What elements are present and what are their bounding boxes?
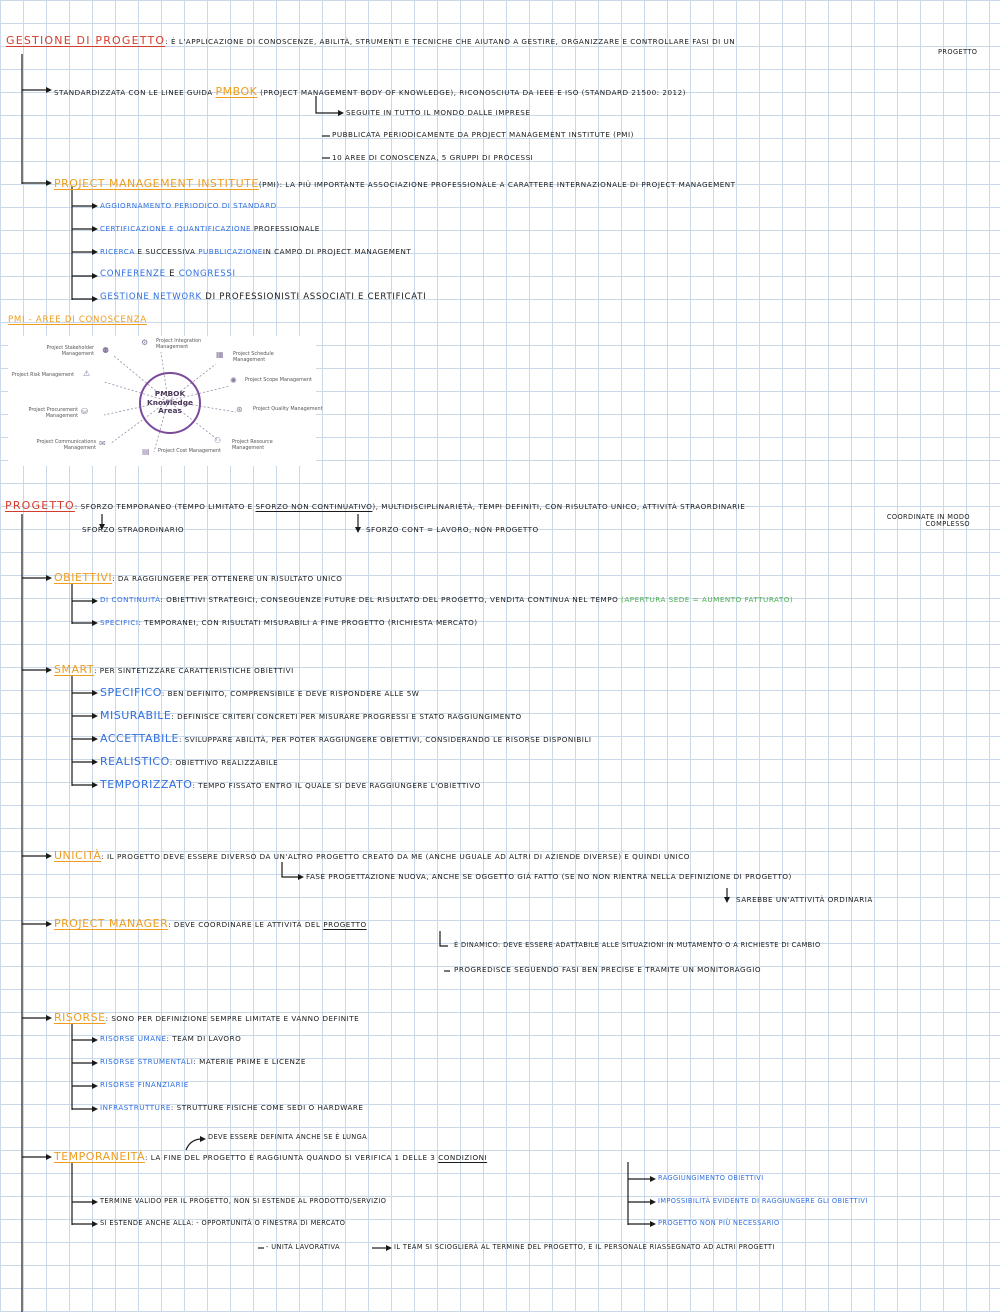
obiettivi-item-2: [100, 619, 478, 627]
area-quality: Project Quality Management: [253, 406, 323, 412]
pmi-item-3-b: E SUCCESSIVA: [137, 247, 196, 256]
temp-text: : LA FINE DEL PROGETTO È RAGGIUNTA QUANDO SI VERIFICA 1 DELLE 3: [145, 1153, 436, 1162]
pmi-item-1: [100, 202, 277, 210]
procurement-icon: ⛁: [81, 407, 88, 416]
pmbok-sub-3: 10 AREE DI CONOSCENZA, 5 GRUPPI DI PROCESSI: [332, 153, 534, 162]
smart-item-5-label: TEMPORIZZATO: [100, 778, 193, 791]
risorse-item-2-label: RISORSE STRUMENTALI: [100, 1057, 194, 1066]
temp-sub-1: TERMINE VALIDO PER IL PROGETTO, NON SI ESTENDE AL PRODOTTO/SERVIZIO: [100, 1197, 387, 1205]
integration-icon: ⚙: [141, 338, 149, 347]
area-procurement: Project Procurement Management: [28, 407, 78, 419]
aree-title-text: PMI - AREE DI CONOSCENZA: [8, 315, 147, 325]
communications-icon: ✉: [99, 439, 106, 448]
risorse-item-4: [100, 1104, 363, 1112]
risorse-text: : SONO PER DEFINIZIONE SEMPRE LIMITATE E VANNO DEFINITE: [105, 1014, 360, 1023]
risorse-item-1-text: : TEAM DI LAVORO: [166, 1034, 242, 1043]
temp-line: [54, 1151, 487, 1163]
gestione-definition: : È L'APPLICAZIONE DI CONOSCENZE, ABILITÀ, STRUMENTI E TECNICHE CHE AIUTANO A GESTIRE, ORGANIZZARE E CONTROLLARE FASI DI UN: [165, 37, 736, 46]
temp-cond-1: RAGGIUNGIMENTO OBIETTIVI: [658, 1174, 764, 1182]
temp-cond-3: PROGETTO NON PIÙ NECESSARIO: [658, 1219, 780, 1227]
standard-text-b: (PROJECT MANAGEMENT BODY OF KNOWLEDGE), RICONOSCIUTA DA IEEE E ISO (STANDARD 21500: 2012): [260, 88, 686, 97]
progetto-title: PROGETTO: [5, 499, 75, 512]
smart-item-5-text: : TEMPO FISSATO ENTRO IL QUALE SI DEVE RAGGIUNGERE L'OBIETTIVO: [192, 781, 481, 790]
risorse-item-4-label: INFRASTRUTTURE: [100, 1103, 171, 1112]
smart-item-5: [100, 779, 481, 791]
pmi-item-4-c: CONGRESSI: [178, 269, 236, 279]
temp-sub-2: SI ESTENDE ANCHE ALLA: - OPPORTUNITÀ O FINESTRA DI MERCATO: [100, 1219, 346, 1227]
risorse-item-3-label: RISORSE FINANZIARIE: [100, 1080, 189, 1089]
center-line-3: Areas: [158, 406, 182, 416]
smart-text: : PER SINTETIZZARE CARATTERISTICHE OBIETTIVI: [94, 666, 294, 675]
unicita-title: UNICITÀ: [54, 849, 102, 862]
smart-item-4-text: : OBIETTIVO REALIZZABILE: [169, 758, 279, 767]
obiettivi-line: [54, 572, 342, 584]
temp-sub-3: - UNITÀ LAVORATIVA: [266, 1243, 340, 1251]
area-scope: Project Scope Management: [245, 377, 312, 383]
smart-item-1-label: SPECIFICO: [100, 686, 162, 699]
area-integration: Project Integration Management: [156, 338, 202, 350]
smart-item-1: [100, 687, 419, 699]
pmi-item-2: [100, 225, 320, 233]
cost-icon: ▤: [142, 447, 150, 456]
area-stakeholder: Project Stakeholder Management: [46, 345, 94, 357]
pmi-item-2-c: QUANTIFICAZIONE: [177, 224, 252, 233]
center-line-2: Knowledge: [146, 397, 194, 407]
smart-item-2: [100, 710, 522, 722]
progetto-def-c: ), MULTIDISCIPLINARIETÀ, TEMPI DEFINITI, CON RISULTATO UNICO, ATTIVITÀ STRAORDINARIE: [372, 502, 746, 511]
temp-text-underlined: CONDIZIONI: [438, 1153, 488, 1162]
gestione-heading-line: [6, 35, 735, 47]
smart-line: [54, 664, 294, 676]
pmi-item-4-a: CONFERENZE: [100, 269, 166, 279]
pmi-item-2-d: PROFESSIONALE: [253, 224, 320, 233]
pmbok-sub-2: PUBBLICATA PERIODICAMENTE DA PROJECT MANAGEMENT INSTITUTE (PMI): [332, 130, 634, 139]
pmi-item-2-b: E: [169, 224, 175, 233]
pmbok-label: PMBOK: [215, 85, 258, 98]
unicita-sub-2: SAREBBE UN'ATTIVITÀ ORDINARIA: [736, 895, 873, 904]
obiettivi-title: OBIETTIVI: [54, 571, 113, 584]
area-cost: Project Cost Management: [158, 448, 221, 454]
progetto-line: [5, 500, 745, 512]
pmi-item-4: [100, 270, 236, 279]
schedule-icon: ▦: [216, 350, 224, 359]
pmi-title: PROJECT MANAGEMENT INSTITUTE: [54, 177, 259, 190]
pm-line: [54, 918, 367, 930]
smart-item-2-text: : DEFINISCE CRITERI CONCRETI PER MISURARE PROGRESSI E STATO RAGGIUNGIMENTO: [171, 712, 522, 721]
obiettivi-item-1-green: (APERTURA SEDE = AUMENTO FATTURATO): [621, 595, 794, 604]
unicita-sub: FASE PROGETTAZIONE NUOVA, ANCHE SE OGGETTO GIÀ FATTO (SE NO NON RIENTRA NELLA DEFINIZIONE DI PROGETTO): [306, 872, 792, 881]
pmi-item-2-a: CERTIFICAZIONE: [100, 224, 167, 233]
risk-icon: ⚠: [83, 369, 91, 378]
smart-item-4: [100, 756, 278, 768]
obiettivi-item-1-text: : OBIETTIVI STRATEGICI, CONSEGUENZE FUTURE DEL RISULTATO DEL PROGETTO, VENDITA CONTINUA NEL TEMPO: [160, 595, 619, 604]
risorse-item-1-label: RISORSE UMANE: [100, 1034, 167, 1043]
temp-sub-3b: IL TEAM SI SCIOGLIERÀ AL TERMINE DEL PROGETTO, E IL PERSONALE RIASSEGNATO AD ALTRI PROGETTI: [394, 1243, 775, 1251]
pmbok-knowledge-areas-diagram: [8, 336, 323, 466]
smart-item-2-label: MISURABILE: [100, 709, 172, 722]
pmi-item-1-text: AGGIORNAMENTO PERIODICO DI STANDARD: [100, 201, 277, 210]
smart-item-3: [100, 733, 592, 745]
obiettivi-item-1-label: DI CONTINUITÀ: [100, 595, 161, 604]
pmi-rest: (PMI): LA PIÙ IMPORTANTE ASSOCIAZIONE PROFESSIONALE A CARATTERE INTERNAZIONALE DI PROJECT MANAGEMENT: [258, 180, 736, 189]
risorse-item-2-text: : MATERIE PRIME E LICENZE: [193, 1057, 306, 1066]
diagram-center: [139, 372, 201, 434]
stakeholder-icon: ⚉: [102, 346, 110, 355]
risorse-item-3: [100, 1081, 189, 1089]
obiettivi-item-2-label: SPECIFICI: [100, 618, 139, 627]
pmi-item-3-c: PUBBLICAZIONE: [198, 247, 263, 256]
quality-icon: ⊛: [236, 405, 243, 414]
risorse-item-4-text: : STRUTTURE FISICHE COME SEDI O HARDWARE: [170, 1103, 364, 1112]
pmi-item-3-d: IN CAMPO DI PROJECT MANAGEMENT: [262, 247, 412, 256]
progetto-def-a: : SFORZO TEMPORANEO (TEMPO LIMITATO E: [74, 502, 253, 511]
smart-item-1-text: : BEN DEFINITO, COMPRENSIBILE E DEVE RISPONDERE ALLE 5W: [161, 689, 420, 698]
pmi-item-5: [100, 293, 426, 302]
standard-text-a: STANDARDIZZATA CON LE LINEE GUIDA: [54, 88, 213, 97]
temp-cond-2: IMPOSSIBILITÀ EVIDENTE DI RAGGIUNGERE GLI OBIETTIVI: [658, 1197, 868, 1205]
pmbok-sub-1: SEGUITE IN TUTTO IL MONDO DALLE IMPRESE: [346, 108, 531, 117]
aree-title: [8, 316, 147, 325]
pmi-item-3-a: RICERCA: [100, 247, 135, 256]
progetto-note-1: SFORZO STRAORDINARIO: [82, 525, 185, 534]
center-line-1: PMBOK: [154, 389, 186, 399]
risorse-line: [54, 1012, 359, 1024]
progetto-def-d: COORDINATE IN MODO COMPLESSO: [886, 513, 970, 529]
resource-icon: ⚇: [214, 436, 222, 445]
gestione-title: GESTIONE DI PROGETTO: [6, 34, 166, 47]
smart-item-3-label: ACCETTABILE: [100, 732, 179, 745]
temp-title: TEMPORANEITÀ: [54, 1150, 145, 1163]
area-risk: Project Risk Management: [11, 372, 74, 378]
unicita-text: : IL PROGETTO DEVE ESSERE DIVERSO DA UN'ALTRO PROGETTO CREATO DA ME (ANCHE UGUALE AD ALTRI DI AZIENDE DIVERSE) E QUINDI UNICO: [101, 852, 690, 861]
pm-sub-2: PROGREDISCE SEGUENDO FASI BEN PRECISE E TRAMITE UN MONITORAGGIO: [454, 965, 761, 974]
risorse-item-1: [100, 1035, 241, 1043]
smart-item-4-label: REALISTICO: [100, 755, 170, 768]
pm-text: : DEVE COORDINARE LE ATTIVITÀ DEL: [168, 920, 321, 929]
pmi-item-5-b: DI PROFESSIONISTI ASSOCIATI E CERTIFICATI: [205, 292, 427, 302]
smart-item-3-text: : SVILUPPARE ABILITÀ, PER POTER RAGGIUNGERE OBIETTIVI, CONSIDERANDO LE RISORSE DISPONIBILI: [178, 735, 592, 744]
obiettivi-item-1: [100, 596, 793, 604]
pm-text-underlined: PROGETTO: [323, 920, 367, 929]
risorse-item-2: [100, 1058, 306, 1066]
progetto-note-2: SFORZO CONT = LAVORO, NON PROGETTO: [366, 525, 539, 534]
scope-icon: ✺: [230, 376, 237, 385]
risorse-title: RISORSE: [54, 1011, 106, 1024]
pmi-item-5-a: GESTIONE NETWORK: [100, 292, 202, 302]
progetto-def-b: SFORZO NON CONTINUATIVO: [255, 502, 373, 511]
standard-line: [54, 86, 686, 98]
pmi-item-4-b: E: [169, 269, 176, 279]
pm-sub-1: È DINAMICO: DEVE ESSERE ADATTABILE ALLE SITUAZIONI IN MUTAMENTO O A RICHIESTE DI CAMBIO: [454, 941, 821, 949]
area-resource: Project Resource Management: [232, 439, 273, 451]
area-communications: Project Communications Management: [36, 439, 96, 451]
obiettivi-text: : DA RAGGIUNGERE PER OTTENERE UN RISULTATO UNICO: [112, 574, 343, 583]
area-schedule: Project Schedule Management: [233, 351, 274, 363]
smart-title: SMART: [54, 663, 95, 676]
pmi-item-3: [100, 248, 411, 256]
pmi-line: [54, 178, 736, 190]
temp-note: DEVE ESSERE DEFINITA ANCHE SE È LUNGA: [208, 1133, 368, 1141]
unicita-line: [54, 850, 690, 862]
obiettivi-item-2-text: : TEMPORANEI, CON RISULTATI MISURABILI A FINE PROGETTO (RICHIESTA MERCATO): [138, 618, 478, 627]
gestione-definition-end: PROGETTO: [938, 48, 978, 56]
pm-title: PROJECT MANAGER: [54, 917, 169, 930]
